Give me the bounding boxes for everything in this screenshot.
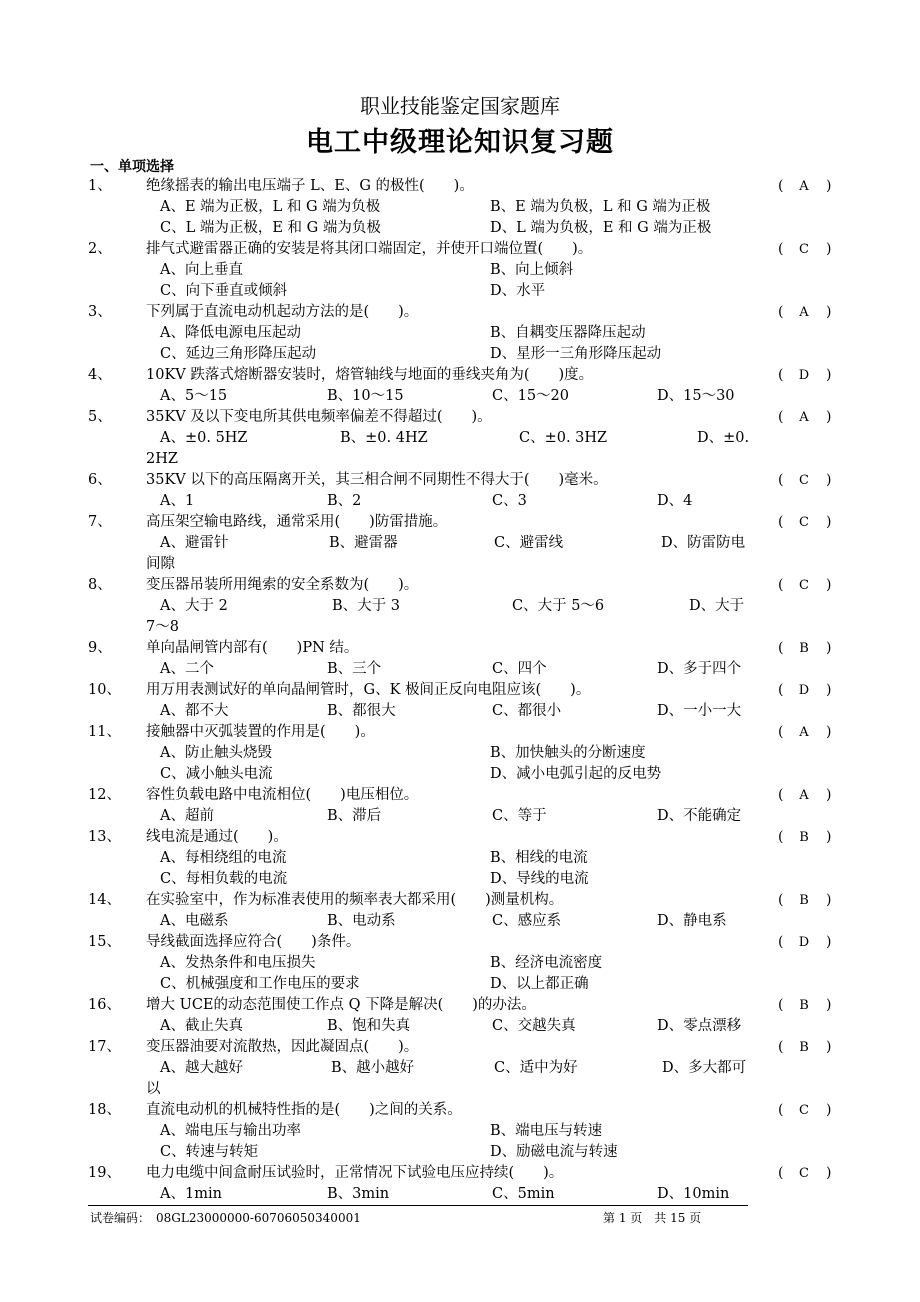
option-d: D、星形一三角形降压起动 (490, 346, 662, 362)
answer-paren-close: ) (826, 787, 832, 803)
option-c: C、感应系 (492, 913, 562, 929)
answer-paren-close: ) (826, 367, 832, 383)
option-b: B、±0. 4HZ (340, 430, 428, 446)
question-number: 3、 (88, 304, 112, 320)
option-c: C、都很小 (492, 703, 562, 719)
answer-letter: D (798, 683, 810, 698)
question-text: 10KV 跌落式熔断器安装时，熔管轴线与地面的垂线夹角为( )度。 (146, 367, 594, 383)
question-number: 18、 (88, 1102, 121, 1118)
answer-paren-open: ( (778, 787, 784, 803)
paper-code: 试卷编码： 08GL23000000-60706050340001 (90, 1211, 361, 1225)
question-line (0, 995, 920, 1016)
question-line (0, 827, 920, 848)
option-c: C、±0. 3HZ (519, 430, 608, 446)
option-b: B、相线的电流 (490, 850, 588, 866)
answer-letter: C (799, 515, 809, 530)
question-line (0, 1100, 920, 1121)
option-d: D、不能确定 (657, 808, 742, 824)
question-item (0, 176, 920, 239)
answer-paren-open: ( (778, 892, 784, 908)
options-row (0, 1142, 920, 1163)
question-number: 8、 (88, 577, 112, 593)
options-row (0, 281, 920, 302)
option-b: B、加快触头的分断速度 (490, 745, 646, 761)
question-text: 变压器吊装所用绳索的安全系数为( )。 (146, 577, 419, 593)
question-item (0, 407, 920, 470)
question-text: 增大 UCE的动态范围使工作点 Q 下降是解决( )的办法。 (146, 997, 536, 1013)
option-d: D、±0. (697, 430, 750, 446)
option-c: C、机械强度和工作电压的要求 (160, 976, 360, 992)
question-number: 4、 (88, 367, 112, 383)
answer-letter: A (799, 305, 809, 320)
option-a: A、二个 (160, 661, 214, 677)
option-c: C、5min (492, 1186, 555, 1202)
option-b: B、越小越好 (331, 1060, 415, 1076)
options-row (0, 533, 920, 554)
options-row (0, 743, 920, 764)
options-row (0, 197, 920, 218)
options-row (0, 911, 920, 932)
option-b: B、电动系 (327, 913, 396, 929)
option-d: D、大于 (689, 598, 745, 614)
option-b: B、都很大 (327, 703, 396, 719)
answer-paren-open: ( (778, 682, 784, 698)
answer-letter: D (798, 368, 810, 383)
answer-paren-close: ) (826, 577, 832, 593)
option-b: B、大于 3 (332, 598, 400, 614)
options-row (0, 848, 920, 869)
option-wrap-text: 7～8 (146, 619, 179, 635)
options-row (0, 218, 920, 239)
option-b: B、10～15 (327, 388, 404, 404)
answer-paren-close: ) (826, 682, 832, 698)
option-c: C、避雷线 (494, 535, 564, 551)
question-line (0, 1037, 920, 1058)
option-d: D、4 (657, 493, 693, 509)
option-wrap-text: 2HZ (146, 451, 178, 467)
option-a: A、5～15 (160, 388, 228, 404)
answer-paren-open: ( (778, 997, 784, 1013)
question-number: 19、 (88, 1165, 121, 1181)
option-b: B、滞后 (327, 808, 382, 824)
options-row (0, 1016, 920, 1037)
answer-paren-close: ) (826, 724, 832, 740)
option-d: D、水平 (490, 283, 546, 299)
answer-paren-open: ( (778, 472, 784, 488)
question-text: 在实验室中，作为标准表使用的频率表大都采用( )测量机构。 (146, 892, 564, 908)
option-c: C、延边三角形降压起动 (160, 346, 317, 362)
question-item (0, 932, 920, 995)
answer-paren-close: ) (826, 472, 832, 488)
answer-letter: B (799, 998, 809, 1013)
answer-paren-close: ) (826, 304, 832, 320)
question-item (0, 1100, 920, 1163)
option-d: D、导线的电流 (490, 871, 589, 887)
option-d: D、减小电弧引起的反电势 (490, 766, 662, 782)
option-d: D、多于四个 (657, 661, 742, 677)
answer-paren-open: ( (778, 367, 784, 383)
question-number: 9、 (88, 640, 112, 656)
option-a: A、向上垂直 (160, 262, 243, 278)
option-c: C、15～20 (492, 388, 569, 404)
answer-paren-close: ) (826, 514, 832, 530)
question-item (0, 575, 920, 638)
question-text: 绝缘摇表的输出电压端子 L、E、G 的极性( )。 (146, 178, 474, 194)
option-a: A、超前 (160, 808, 214, 824)
options-row (0, 659, 920, 680)
option-b: B、经济电流密度 (490, 955, 603, 971)
option-c: C、转速与转矩 (160, 1144, 259, 1160)
question-item (0, 638, 920, 680)
option-c: C、交越失真 (492, 1018, 576, 1034)
option-a: A、截止失真 (160, 1018, 243, 1034)
question-text: 电力电缆中间盒耐压试验时，正常情况下试验电压应持续( )。 (146, 1165, 564, 1181)
answer-letter: A (799, 179, 809, 194)
options-row (0, 764, 920, 785)
option-a: A、±0. 5HZ (160, 430, 248, 446)
question-line (0, 239, 920, 260)
question-number: 17、 (88, 1039, 121, 1055)
question-number: 13、 (88, 829, 121, 845)
option-wrap-text: 以 (146, 1081, 161, 1097)
answer-paren-open: ( (778, 724, 784, 740)
answer-paren-open: ( (778, 1039, 784, 1055)
option-d: D、15～30 (657, 388, 735, 404)
question-number: 1、 (88, 178, 112, 194)
answer-paren-close: ) (826, 1102, 832, 1118)
question-number: 11、 (88, 724, 121, 740)
option-a: A、E 端为正极，L 和 G 端为负极 (160, 199, 381, 215)
answer-paren-open: ( (778, 934, 784, 950)
options-row (0, 953, 920, 974)
answer-letter: A (799, 788, 809, 803)
question-item (0, 512, 920, 575)
options-row (0, 1079, 920, 1100)
option-a: A、降低电源电压起动 (160, 325, 301, 341)
option-d: D、L 端为负极，E 和 G 端为正极 (490, 220, 712, 236)
answer-letter: A (799, 725, 809, 740)
question-number: 12、 (88, 787, 121, 803)
question-line (0, 722, 920, 743)
question-line (0, 512, 920, 533)
question-number: 10、 (88, 682, 121, 698)
option-d: D、一小一大 (657, 703, 742, 719)
option-b: B、3min (327, 1186, 390, 1202)
options-row (0, 386, 920, 407)
question-line (0, 575, 920, 596)
option-d: D、多大都可 (662, 1060, 747, 1076)
option-c: C、大于 5～6 (512, 598, 605, 614)
option-d: D、10min (657, 1186, 730, 1202)
question-item (0, 302, 920, 365)
options-row (0, 1058, 920, 1079)
question-line (0, 407, 920, 428)
option-b: B、向上倾斜 (490, 262, 574, 278)
option-a: A、避雷针 (160, 535, 229, 551)
exam-title: 电工中级理论知识复习题 (306, 127, 614, 158)
option-b: B、饱和失真 (327, 1018, 411, 1034)
option-c: C、适中为好 (494, 1060, 578, 1076)
page-number: 第 1 页 共 15 页 (603, 1211, 702, 1225)
options-row (0, 806, 920, 827)
question-text: 接触器中灭弧装置的作用是( )。 (146, 724, 375, 740)
question-line (0, 890, 920, 911)
answer-paren-open: ( (778, 1102, 784, 1118)
options-row (0, 869, 920, 890)
option-d: D、励磁电流与转速 (490, 1144, 618, 1160)
options-row (0, 617, 920, 638)
answer-letter: B (799, 830, 809, 845)
option-a: A、防止触头烧毁 (160, 745, 272, 761)
question-text: 下列属于直流电动机起动方法的是( )。 (146, 304, 419, 320)
answer-paren-close: ) (826, 892, 832, 908)
question-number: 14、 (88, 892, 121, 908)
option-d: D、静电系 (657, 913, 727, 929)
options-row (0, 974, 920, 995)
answer-paren-close: ) (826, 934, 832, 950)
option-c: C、四个 (492, 661, 547, 677)
option-a: A、大于 2 (160, 598, 228, 614)
answer-letter: C (799, 1166, 809, 1181)
question-line (0, 470, 920, 491)
options-row (0, 344, 920, 365)
question-number: 15、 (88, 934, 121, 950)
question-item (0, 680, 920, 722)
question-text: 单向晶闸管内部有( )PN 结。 (146, 640, 359, 656)
option-a: A、越大越好 (160, 1060, 243, 1076)
answer-paren-open: ( (778, 304, 784, 320)
question-text: 排气式避雷器正确的安装是将其闭口端固定，并使开口端位置( )。 (146, 241, 593, 257)
question-item (0, 890, 920, 932)
options-row (0, 491, 920, 512)
answer-paren-open: ( (778, 640, 784, 656)
option-a: A、端电压与输出功率 (160, 1123, 301, 1139)
options-row (0, 701, 920, 722)
options-row (0, 323, 920, 344)
answer-letter: C (799, 473, 809, 488)
option-c: C、向下垂直或倾斜 (160, 283, 288, 299)
question-number: 5、 (88, 409, 112, 425)
answer-paren-close: ) (826, 241, 832, 257)
option-a: A、1 (160, 493, 195, 509)
option-d: D、防雷防电 (661, 535, 746, 551)
answer-paren-close: ) (826, 997, 832, 1013)
option-d: D、以上都正确 (490, 976, 589, 992)
question-text: 35KV 以下的高压隔离开关，其三相合闸不同期性不得大于( )毫米。 (146, 472, 608, 488)
answer-paren-close: ) (826, 829, 832, 845)
question-item (0, 470, 920, 512)
question-line (0, 302, 920, 323)
answer-letter: A (799, 410, 809, 425)
question-item (0, 1163, 920, 1205)
question-number: 2、 (88, 241, 112, 257)
option-c: C、减小触头电流 (160, 766, 273, 782)
question-line (0, 932, 920, 953)
question-item (0, 827, 920, 890)
answer-paren-close: ) (826, 1165, 832, 1181)
answer-paren-close: ) (826, 640, 832, 656)
answer-letter: B (799, 641, 809, 656)
question-item (0, 1037, 920, 1100)
option-b: B、2 (327, 493, 362, 509)
answer-letter: C (799, 1103, 809, 1118)
option-b: B、端电压与转速 (490, 1123, 603, 1139)
option-wrap-text: 间隙 (146, 556, 175, 572)
exam-bank-title: 职业技能鉴定国家题库 (360, 94, 560, 118)
question-item (0, 995, 920, 1037)
section-heading: 一、单项选择 (90, 159, 174, 175)
answer-letter: B (799, 1040, 809, 1055)
question-text: 直流电动机的机械特性指的是( )之间的关系。 (146, 1102, 462, 1118)
question-text: 导线截面选择应符合( )条件。 (146, 934, 361, 950)
answer-paren-open: ( (778, 577, 784, 593)
option-a: A、发热条件和电压损失 (160, 955, 316, 971)
answer-paren-close: ) (826, 409, 832, 425)
answer-letter: C (799, 242, 809, 257)
question-number: 7、 (88, 514, 112, 530)
answer-paren-open: ( (778, 514, 784, 530)
answer-letter: D (798, 935, 810, 950)
question-text: 容性负载电路中电流相位( )电压相位。 (146, 787, 419, 803)
option-a: A、1min (160, 1186, 222, 1202)
option-c: C、等于 (492, 808, 547, 824)
question-item (0, 239, 920, 302)
question-number: 6、 (88, 472, 112, 488)
option-d: D、零点漂移 (657, 1018, 742, 1034)
question-item (0, 722, 920, 785)
answer-paren-open: ( (778, 241, 784, 257)
answer-paren-close: ) (826, 1039, 832, 1055)
option-a: A、每相绕组的电流 (160, 850, 287, 866)
option-b: B、三个 (327, 661, 382, 677)
options-row (0, 1184, 920, 1205)
question-line (0, 785, 920, 806)
options-row (0, 260, 920, 281)
question-line (0, 365, 920, 386)
question-line (0, 638, 920, 659)
question-line (0, 680, 920, 701)
question-text: 变压器油要对流散热，因此凝固点( )。 (146, 1039, 419, 1055)
options-row (0, 554, 920, 575)
answer-letter: C (799, 578, 809, 593)
question-item (0, 785, 920, 827)
options-row (0, 449, 920, 470)
question-line (0, 1163, 920, 1184)
question-item (0, 365, 920, 407)
options-row (0, 1121, 920, 1142)
question-text: 35KV 及以下变电所其供电频率偏差不得超过( )。 (146, 409, 492, 425)
options-row (0, 596, 920, 617)
answer-paren-open: ( (778, 409, 784, 425)
footer-divider (88, 1205, 748, 1206)
option-b: B、自耦变压器降压起动 (490, 325, 646, 341)
options-row (0, 428, 920, 449)
answer-paren-close: ) (826, 178, 832, 194)
option-c: C、3 (492, 493, 527, 509)
question-number: 16、 (88, 997, 121, 1013)
question-list (0, 176, 920, 1205)
option-a: A、都不大 (160, 703, 229, 719)
question-text: 高压架空输电路线，通常采用( )防雷措施。 (146, 514, 448, 530)
answer-paren-open: ( (778, 178, 784, 194)
option-b: B、避雷器 (329, 535, 398, 551)
option-c: C、每相负载的电流 (160, 871, 288, 887)
option-a: A、电磁系 (160, 913, 229, 929)
option-c: C、L 端为正极，E 和 G 端为负极 (160, 220, 381, 236)
answer-paren-open: ( (778, 829, 784, 845)
question-text: 线电流是通过( )。 (146, 829, 288, 845)
question-line (0, 176, 920, 197)
answer-paren-open: ( (778, 1165, 784, 1181)
option-b: B、E 端为负极，L 和 G 端为正极 (490, 199, 711, 215)
question-text: 用万用表测试好的单向晶闸管时，G、K 极间正反向电阻应该( )。 (146, 682, 591, 698)
answer-letter: B (799, 893, 809, 908)
